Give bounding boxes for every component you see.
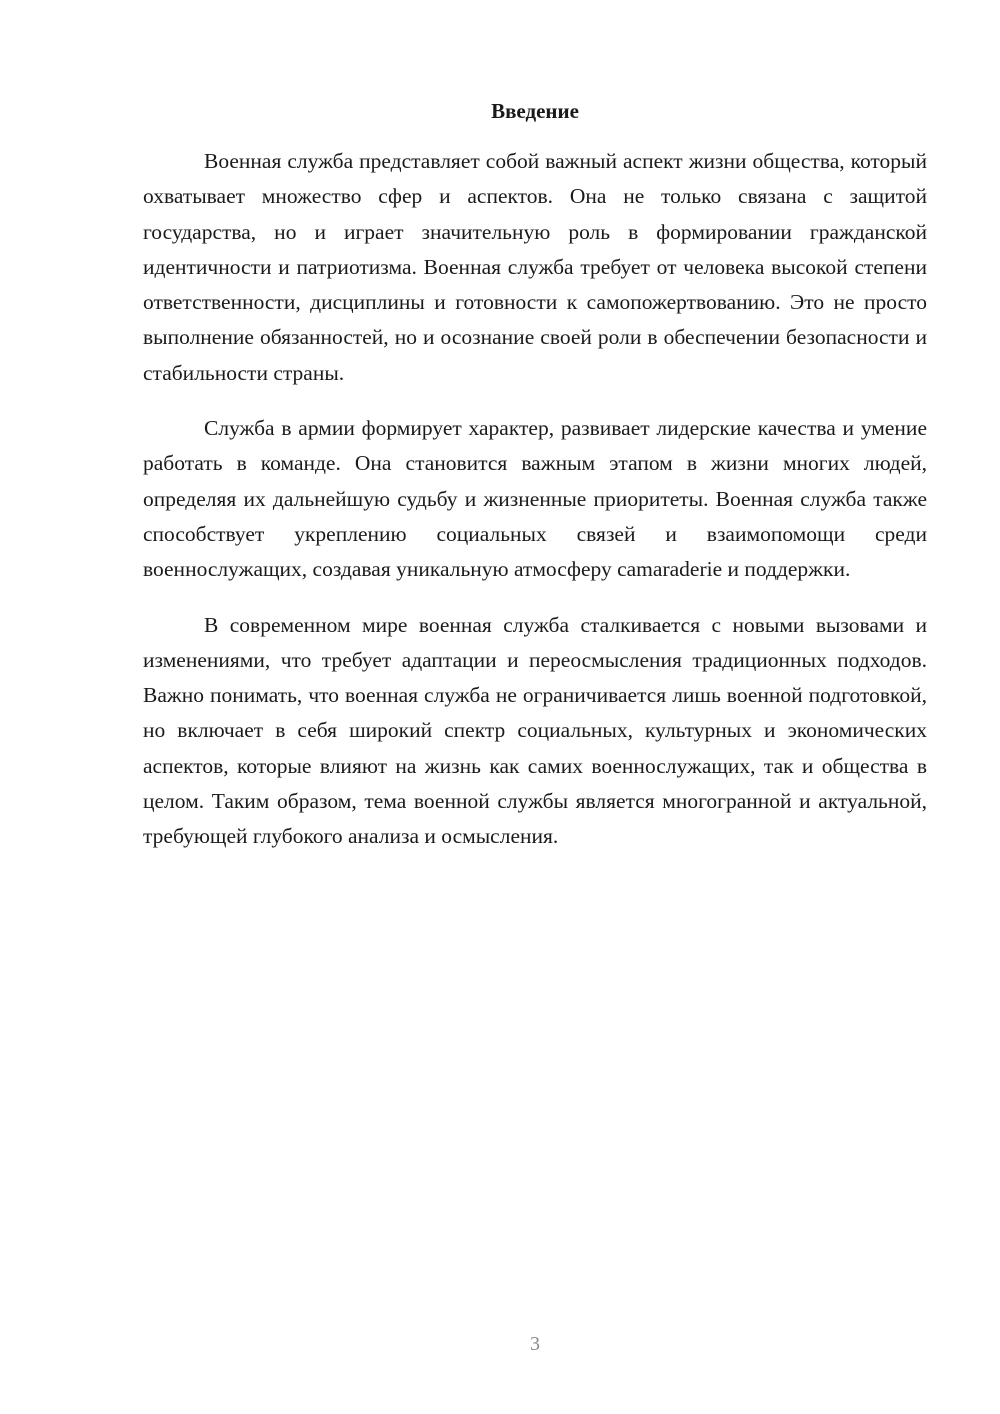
page-number: 3 — [530, 1333, 540, 1355]
paragraph-3: В современном мире военная служба сталкивается с новыми вызовами и изменениями, что требует адаптации и переосмысления традиционных подходов. Важно понимать, что военная служба не ограничивается лишь военной подготовкой, но включает в себя широкий спектр социальных, культурных и экономических аспектов, которые влияют на жизнь как самих военнослужащих, так и общества в целом. Таким образом, тема военной службы является многогранной и актуальной, требующей глубокого анализа и осмысления. — [143, 612, 927, 849]
page-title: Введение — [491, 99, 579, 123]
document-body — [143, 144, 927, 875]
paragraph-2: Служба в армии формирует характер, развивает лидерские качества и умение работать в команде. Она становится важным этапом в жизни многих людей, определяя их дальнейшую судьбу и жизненные приоритеты. Военная служба также способствует укреплению социальных связей и взаимопомощи среди военнослужащих, создавая уникальную атмосферу camaraderie и поддержки. — [143, 416, 927, 582]
paragraph-1: Военная служба представляет собой важный аспект жизни общества, который охватывает множество сфер и аспектов. Она не только связана с защитой государства, но и играет значительную роль в формировании гражданской идентичности и патриотизма. Военная служба требует от человека высокой степени ответственности, дисциплины и готовности к самопожертвованию. Это не просто выполнение обязанностей, но и осознание своей роли в обеспечении безопасности и стабильности страны. — [143, 149, 927, 385]
